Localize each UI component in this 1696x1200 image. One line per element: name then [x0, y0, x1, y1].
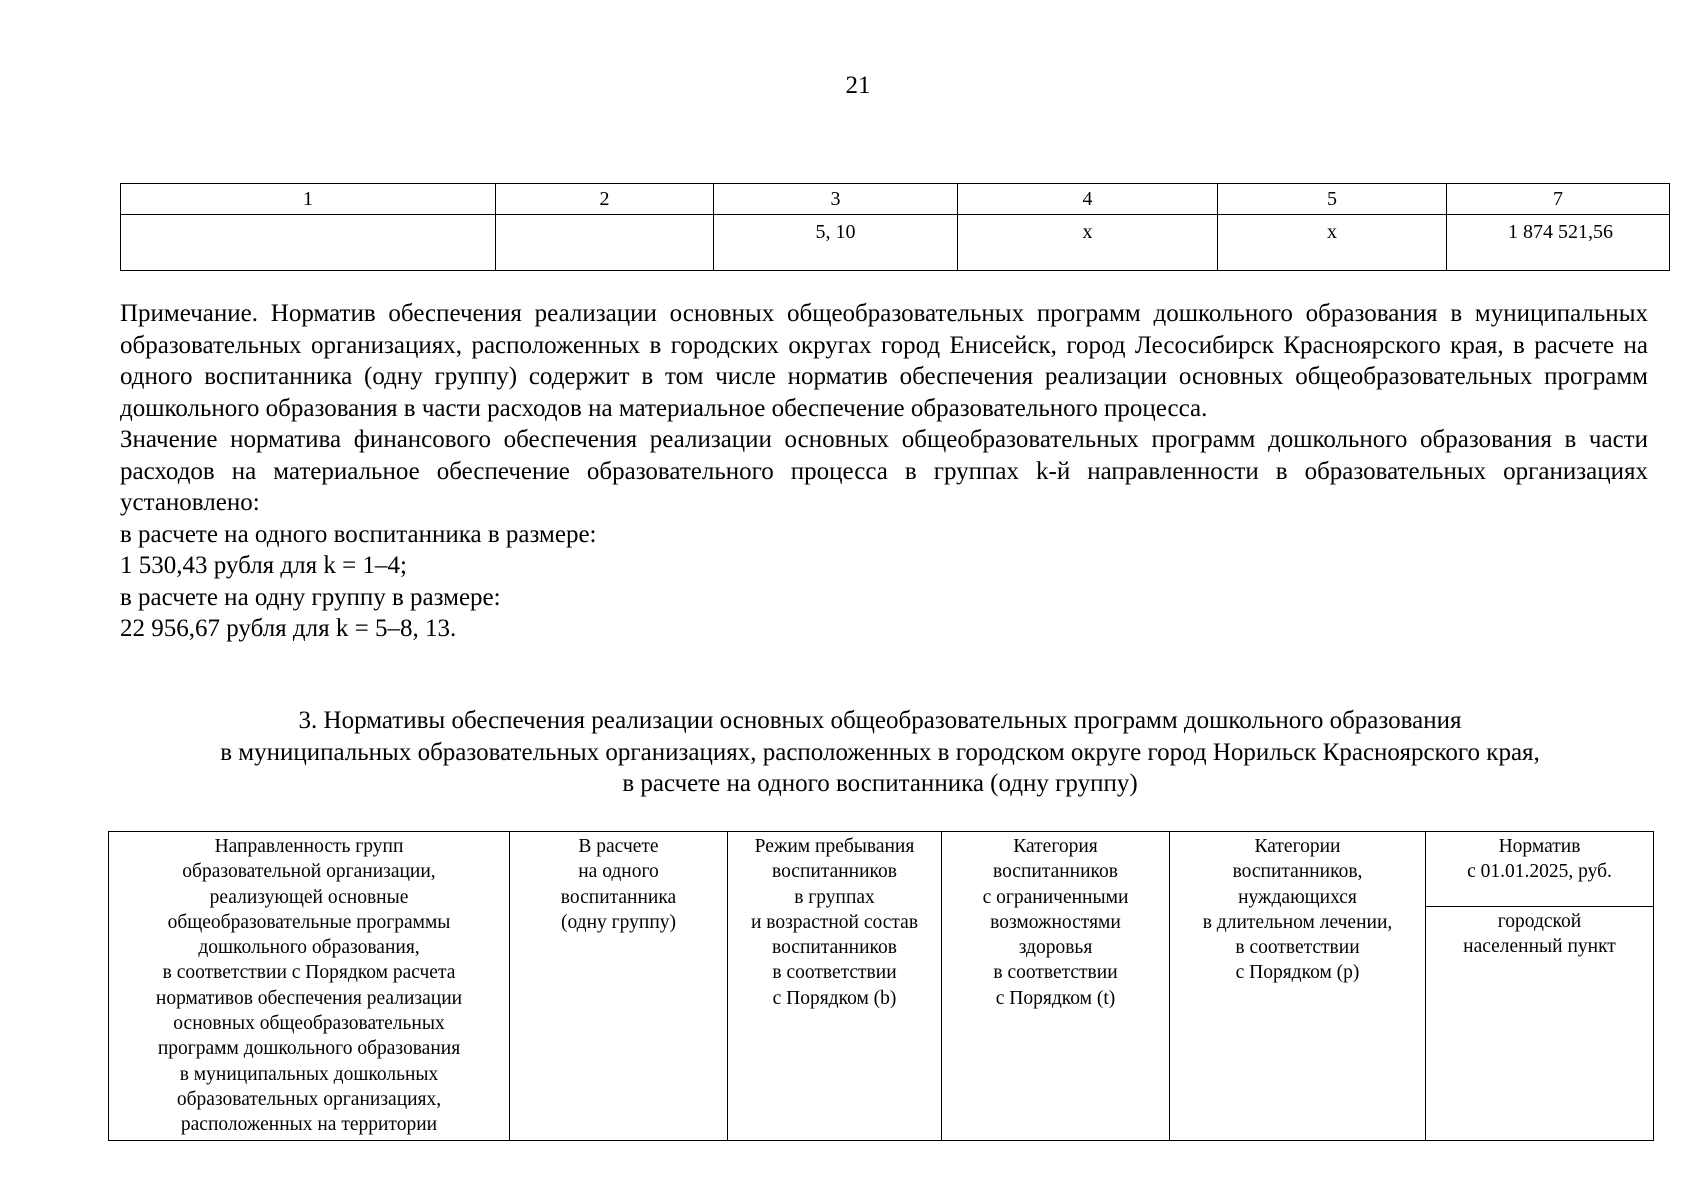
- table-header-row: [121, 184, 1670, 215]
- header-line: с Порядком (p): [1235, 962, 1360, 984]
- header-line: воспитанников: [993, 861, 1118, 883]
- header-line: в длительном лечении,: [1202, 911, 1393, 933]
- header-line: городской: [1497, 911, 1582, 932]
- header-line: общеобразовательные программы: [167, 911, 451, 933]
- header-line: с Порядком (t): [995, 987, 1116, 1009]
- header-line: Категории: [1254, 836, 1341, 857]
- page-number: 21: [845, 72, 871, 99]
- note-line: 22 956,67 рубля для k = 5–8, 13.: [120, 615, 457, 642]
- header-line: Режим пребывания: [754, 836, 915, 857]
- note-paragraph: Примечание. Норматив обеспечения реализации основных общеобразовательных программ дошкольного образования в муниципальных образовательных организациях, расположенных в городских округах город Енисейск, город Лесосибирск Красноярского края, в расчете на одного воспитанника (одну группу) содержит в том числе норматив обеспечения реализации основных общеобразовательных программ дошкольного образования в части расходов на материальное обеспечение образовательного процесса.: [120, 300, 1648, 422]
- table-cell: x: [1218, 215, 1447, 271]
- header-line: дошкольного образования,: [198, 937, 420, 959]
- note-line: 1 530,43 рубля для k = 1–4;: [120, 552, 407, 579]
- header-line: образовательных организациях,: [176, 1088, 442, 1110]
- header-line: (одну группу): [560, 911, 677, 933]
- table-header-cell: 3: [714, 184, 958, 215]
- header-line: с 01.01.2025, руб.: [1467, 861, 1612, 883]
- header-line: в группах: [794, 886, 875, 908]
- header-line: реализующей основные: [209, 886, 409, 908]
- header-cell-disability: [942, 832, 1170, 1141]
- table-cell: [121, 215, 496, 271]
- table-header-cell: 5: [1218, 184, 1447, 215]
- section-title-line: в муниципальных образовательных организациях, расположенных в городском округе город Норильск Красноярского края,: [220, 738, 1540, 766]
- header-line: воспитанников,: [1232, 861, 1363, 883]
- header-line: с ограниченными: [982, 886, 1129, 908]
- table-header-cell: 2: [496, 184, 714, 215]
- table-header-cell: 7: [1447, 184, 1670, 215]
- header-line: расположенных на территории: [180, 1114, 438, 1136]
- header-line: здоровья: [1018, 937, 1093, 959]
- note-block: [120, 298, 1648, 645]
- section-title-line: в расчете на одного воспитанника (одну группу): [622, 770, 1138, 797]
- note-line: в расчете на одну группу в размере:: [120, 583, 501, 611]
- header-line: воспитанника: [560, 886, 677, 908]
- section-title-line: 3. Нормативы обеспечения реализации основных общеобразовательных программ дошкольного образования: [298, 707, 1462, 734]
- norms-table-header: [109, 832, 1654, 907]
- table-header-cell: 4: [958, 184, 1218, 215]
- header-line: и возрастной состав: [750, 911, 919, 933]
- table-cell: x: [958, 215, 1218, 271]
- norms-table: [108, 831, 1654, 1141]
- header-line: в муниципальных дошкольных: [179, 1063, 439, 1085]
- header-line: нуждающихся: [1238, 886, 1357, 908]
- header-line: воспитанников: [772, 937, 897, 959]
- header-line: на одного: [578, 861, 659, 883]
- header-line: Норматив: [1498, 836, 1581, 857]
- section-title: [120, 705, 1640, 800]
- header-line: Категория: [1013, 836, 1098, 857]
- header-line: в соответствии: [1235, 937, 1360, 959]
- value-paragraph: Значение норматива финансового обеспечения реализации основных общеобразовательных программ дошкольного образования в части расходов на материальное обеспечение образовательного процесса в группах k-й направленности в образовательных организациях установлено:: [120, 426, 1648, 516]
- header-line: Направленность групп: [214, 836, 404, 857]
- header-cell-urban: [1426, 907, 1654, 1141]
- header-line: населенный пункт: [1463, 936, 1616, 958]
- header-line: основных общеобразовательных: [173, 1013, 445, 1035]
- header-line: В расчете: [578, 836, 659, 857]
- header-line: программ дошкольного образования: [157, 1038, 461, 1060]
- header-line: с Порядком (b): [772, 987, 897, 1009]
- header-cell-per-pupil: [510, 832, 728, 1141]
- header-line: возможностями: [990, 911, 1121, 933]
- header-cell-norm: [1426, 832, 1654, 907]
- header-cell-long-treatment: [1170, 832, 1426, 1141]
- header-line: нормативов обеспечения реализации: [155, 987, 463, 1009]
- table-header-cell: 1: [121, 184, 496, 215]
- table-cell: 5, 10: [714, 215, 958, 271]
- header-cell-direction: [109, 832, 510, 1141]
- header-line: в соответствии: [772, 962, 897, 984]
- continuation-table: [120, 183, 1670, 271]
- header-line: образовательной организации,: [182, 861, 436, 883]
- note-line: в расчете на одного воспитанника в размере:: [120, 520, 597, 548]
- header-line: в соответствии: [993, 962, 1118, 984]
- header-cell-stay-mode: [728, 832, 942, 1141]
- table-row: [121, 215, 1670, 271]
- header-line: воспитанников: [772, 861, 897, 883]
- table-cell-amount: 1 874 521,56: [1447, 215, 1670, 271]
- header-line: в соответствии с Порядком расчета: [162, 962, 456, 984]
- table-cell: [496, 215, 714, 271]
